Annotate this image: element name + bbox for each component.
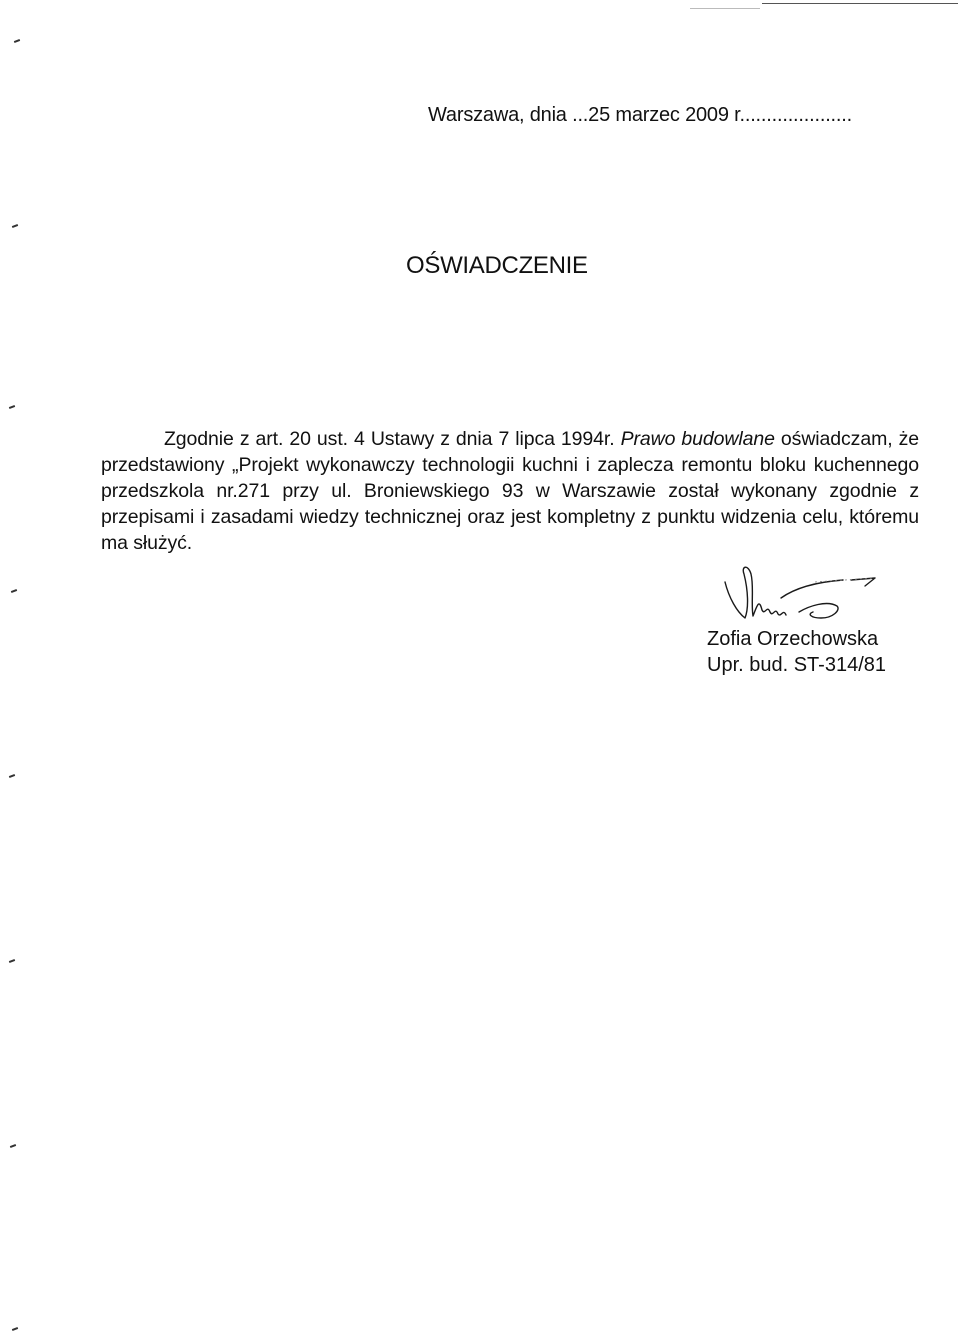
scan-speck <box>9 959 15 963</box>
document-title: OŚWIADCZENIE <box>406 252 588 279</box>
act-name: Prawo budowlane <box>620 427 775 450</box>
top-edge-rule-faint <box>690 8 760 9</box>
scan-speck <box>9 405 15 409</box>
statement-intro: Zgodnie z art. 20 ust. 4 Ustawy z dnia 7 lipca 1994r. <box>164 427 621 450</box>
scan-speck <box>14 39 20 43</box>
scan-speck <box>11 589 17 593</box>
signer-license: Upr. bud. ST-314/81 <box>707 654 887 676</box>
handwritten-signature <box>715 560 885 635</box>
scan-speck <box>10 1144 16 1148</box>
scan-speck <box>9 774 15 778</box>
statement-body <box>101 426 919 556</box>
top-edge-rule <box>762 3 958 4</box>
scan-speck <box>12 224 18 228</box>
statement-content: oświadczam, że przedstawiony „Projekt wykonawczy technologii kuchni i zaplecza remontu bloku kuchennego przedszkola nr.271 przy ul. Broniewskiego 93 w Warszawie został wykonany zgodnie z przepisami i zasadami wiedzy technicznej oraz jest kompletny z punktu widzenia celu, któremu ma służyć. <box>101 427 919 554</box>
signer-name: Zofia Orzechowska <box>707 628 879 650</box>
scan-speck <box>12 1327 18 1331</box>
place-date-line: Warszawa, dnia ...25 marzec 2009 r..................... <box>428 104 852 126</box>
